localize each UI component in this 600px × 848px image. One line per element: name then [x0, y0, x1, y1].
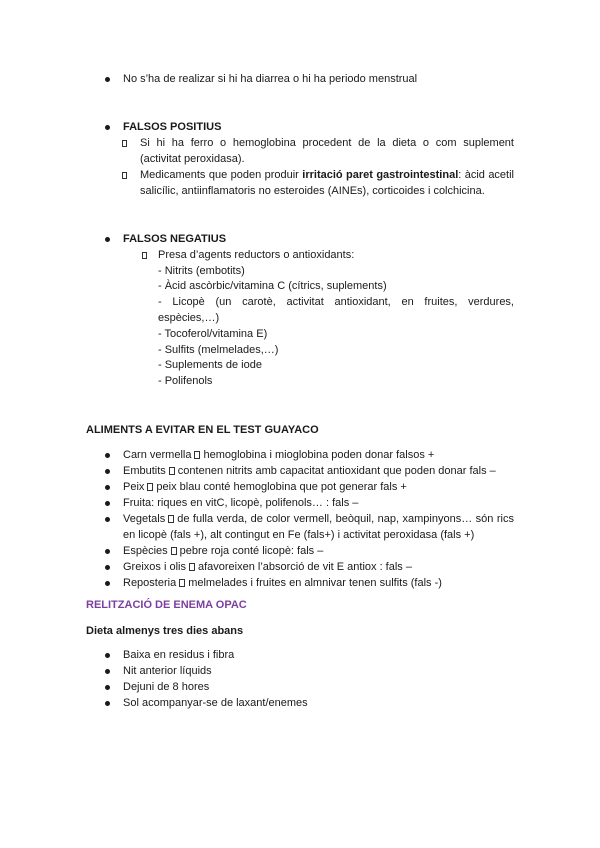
box-icon	[168, 515, 174, 523]
aliment-name: Vegetals	[123, 513, 166, 525]
box-icon	[179, 579, 185, 587]
aliment-name: Greixos i olis	[123, 561, 186, 573]
bullet	[105, 517, 110, 522]
box-icon	[169, 467, 175, 475]
negatiu-item: - Polifenols	[158, 375, 213, 387]
aliment-desc: de fulla verda, de color vermell, beòquil, nap, xampinyons… són rics en licopè (fals +), alt contingut en Fe (fals+) i activitat peroxidasa (fals +)	[123, 513, 514, 541]
falsos-negatius-heading: FALSOS NEGATIUS	[123, 233, 227, 245]
falsos-negatius-intro: Presa d’agents reductors o antioxidants:	[158, 249, 355, 261]
bullet	[105, 669, 110, 674]
aliment-item	[123, 448, 434, 462]
aliment-name: Carn vermella	[123, 449, 192, 461]
bullet	[105, 453, 110, 458]
enema-item: Sol acompanyar-se de laxant/enemes	[123, 697, 308, 709]
falsos-positius-item-1: Si hi ha ferro o hemoglobina procedent de la dieta o com suplement (activitat peroxidasa).	[140, 137, 514, 165]
enema-subheading: Dieta almenys tres dies abans	[86, 625, 244, 637]
bullet	[105, 501, 110, 506]
box-icon	[194, 451, 200, 459]
aliment-desc: afavoreixen l’absorció de vit E antiox : fals –	[197, 561, 412, 573]
bullet	[105, 549, 110, 554]
bullet	[105, 469, 110, 474]
enema-item: Nit anterior líquids	[123, 665, 212, 677]
bullet	[105, 653, 110, 658]
box-icon	[171, 547, 177, 555]
enema-item: Baixa en residus i fibra	[123, 649, 235, 661]
negatiu-item: - Licopè (un carotè, activitat antioxidant, en fruites, verdures, espècies,…)	[158, 296, 514, 324]
aliment-item	[123, 512, 514, 543]
negatiu-item: - Nitrits (embotits)	[158, 265, 245, 277]
bullet	[105, 237, 110, 242]
aliment-desc: peix blau conté hemoglobina que pot generar fals +	[156, 481, 407, 493]
checkbox-icon	[122, 172, 127, 179]
bullet	[105, 485, 110, 490]
enema-heading: RELITZACIÓ DE ENEMA OPAC	[86, 599, 247, 611]
bullet	[105, 125, 110, 130]
aliment-desc: hemoglobina i mioglobina poden donar falsos +	[203, 449, 435, 461]
item-2-text: Medicaments que poden produir	[140, 169, 303, 181]
box-icon	[189, 563, 195, 571]
negatiu-item: - Suplements de iode	[158, 359, 262, 371]
item-2-text-post: : àcid acetil salicílic, antiinflamatoris no esteroides (AINEs), corticoides i colchicina.	[140, 169, 514, 197]
aliment-name: Reposteria	[123, 577, 177, 589]
checkbox-icon	[122, 140, 127, 147]
aliment-name: Embutits	[123, 465, 166, 477]
bullet	[105, 77, 110, 82]
checkbox-icon	[142, 252, 147, 259]
bullet	[105, 565, 110, 570]
aliment-item	[123, 544, 323, 558]
falsos-positius-heading: FALSOS POSITIUS	[123, 121, 222, 133]
item-2-bold-text: irritació paret gastrointestinal	[302, 169, 459, 181]
aliment-item	[123, 576, 442, 590]
aliment-item: Fruita: riques en vitC, licopè, polifenols… : fals –	[123, 497, 359, 509]
aliment-desc: melmelades i fruites en almnivar tenen sulfits (fals -)	[188, 577, 442, 589]
enema-item: Dejuni de 8 hores	[123, 681, 210, 693]
bullet	[105, 685, 110, 690]
aliment-desc: pebre roja conté licopè: fals –	[179, 545, 324, 557]
bullet	[105, 581, 110, 586]
negatiu-item: - Sulfits (melmelades,…)	[158, 344, 279, 356]
aliments-heading: ALIMENTS A EVITAR EN EL TEST GUAYACO	[86, 424, 319, 436]
negatiu-item: - Tocoferol/vitamina E)	[158, 328, 268, 340]
aliment-name: Espècies	[123, 545, 168, 557]
falsos-positius-item-2	[140, 168, 514, 199]
aliment-item	[123, 464, 496, 478]
negatiu-item: - Àcid ascòrbic/vitamina C (cítrics, suplements)	[158, 280, 387, 292]
top-note: No s’ha de realizar si hi ha diarrea o hi ha periodo menstrual	[123, 73, 418, 85]
aliment-name: Peix	[123, 481, 145, 493]
aliment-desc: contenen nitrits amb capacitat antioxidant que poden donar fals –	[177, 465, 496, 477]
bullet	[105, 701, 110, 706]
aliment-item	[123, 480, 407, 494]
box-icon	[147, 483, 153, 491]
aliment-item	[123, 560, 412, 574]
